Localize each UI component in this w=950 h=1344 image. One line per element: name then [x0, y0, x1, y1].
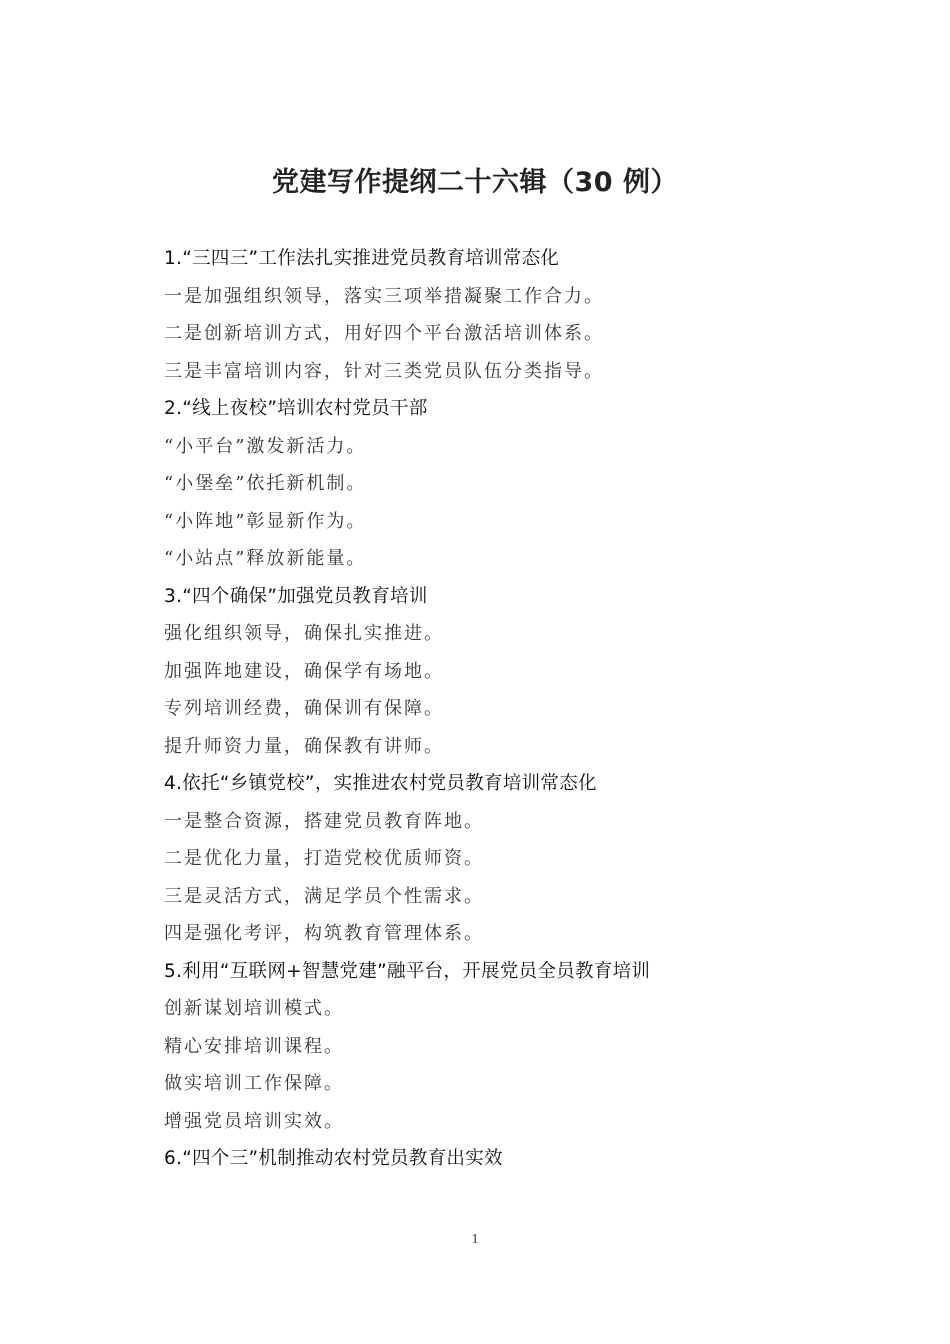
body-line: 精心安排培训课程。	[164, 1035, 344, 1057]
section-heading: 4.依托“乡镇党校”，实推进农村党员教育培训常态化	[164, 773, 597, 794]
body-line: “小平台”激发新活力。	[164, 435, 367, 457]
body-line: 一是整合资源，搭建党员教育阵地。	[164, 810, 484, 832]
body-line: 提升师资力量，确保教有讲师。	[164, 735, 444, 757]
body-line: “小堡垒”依托新机制。	[164, 473, 367, 494]
body-line: “小站点”释放新能量。	[164, 548, 367, 569]
body-line: 强化组织领导，确保扎实推进。	[164, 623, 444, 644]
body-line: 专列培训经费，确保训有保障。	[164, 698, 444, 719]
document-body	[164, 240, 864, 1178]
body-line: 三是丰富培训内容，针对三类党员队伍分类指导。	[164, 360, 604, 382]
body-line: 三是灵活方式，满足学员个性需求。	[164, 885, 484, 907]
body-line: 创新谋划培训模式。	[164, 998, 344, 1019]
section-heading: 6.“四个三”机制推动农村党员教育出实效	[164, 1148, 503, 1169]
body-line: 加强阵地建设，确保学有场地。	[164, 660, 444, 682]
body-line: 二是优化力量，打造党校优质师资。	[164, 848, 484, 869]
section-heading: 1.“三四三”工作法扎实推进党员教育培训常态化	[164, 248, 560, 269]
body-line: “小阵地”彰显新作为。	[164, 510, 367, 532]
section-heading: 5.利用“互联网+智慧党建”融平台，开展党员全员教育培训	[164, 960, 651, 982]
body-line: 四是强化考评，构筑教育管理体系。	[164, 923, 484, 944]
section-heading: 2.“线上夜校”培训农村党员干部	[164, 398, 428, 419]
body-line: 做实培训工作保障。	[164, 1073, 344, 1094]
body-line: 一是加强组织领导，落实三项举措凝聚工作合力。	[164, 285, 604, 307]
body-line: 增强党员培训实效。	[164, 1110, 344, 1132]
page-number: 1	[471, 1232, 479, 1247]
document-title: 党建写作提纲二十六辑（30 例）	[272, 167, 678, 198]
body-line: 二是创新培训方式，用好四个平台激活培训体系。	[164, 323, 604, 344]
section-heading: 3.“四个确保”加强党员教育培训	[164, 585, 428, 607]
